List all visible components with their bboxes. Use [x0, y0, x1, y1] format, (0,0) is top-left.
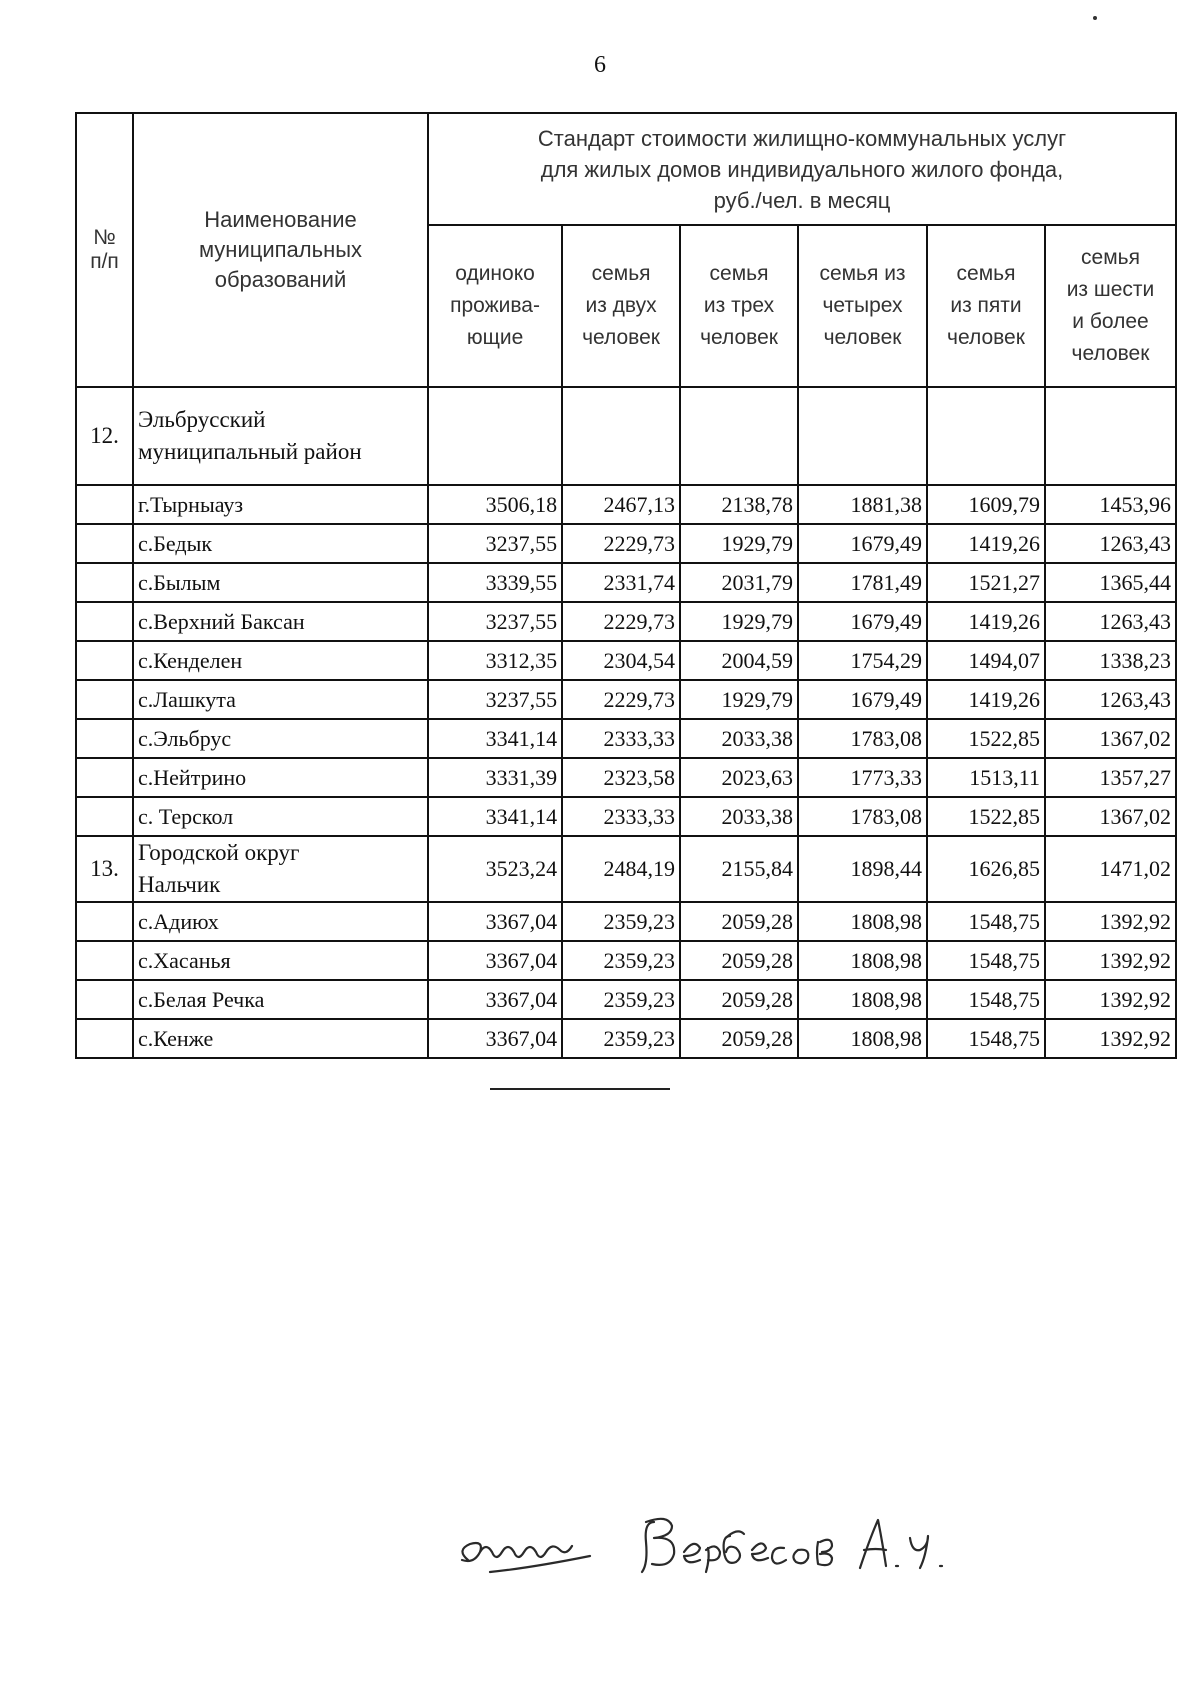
value-cell: 2229,73 — [562, 602, 680, 641]
settlement-name: с.Кенже — [133, 1019, 428, 1058]
header-column-line: семья из — [819, 262, 906, 285]
header-column-line: человек — [947, 326, 1025, 349]
value-cell: 1357,27 — [1045, 758, 1176, 797]
value-cell: 3312,35 — [428, 641, 562, 680]
header-number — [76, 113, 133, 387]
settlement-name: с.Нейтрино — [133, 758, 428, 797]
empty-number-cell — [76, 641, 133, 680]
settlement-name: с.Верхний Баксан — [133, 602, 428, 641]
group-value-cell — [428, 387, 562, 485]
value-cell: 2333,33 — [562, 797, 680, 836]
header-column — [428, 225, 562, 387]
value-cell: 1419,26 — [927, 524, 1045, 563]
header-column-line: семья — [709, 262, 769, 285]
header-column-line: человек — [823, 326, 902, 349]
scan-speck — [1093, 16, 1097, 20]
header-municipality-line: муниципальных — [198, 237, 363, 262]
value-cell: 3506,18 — [428, 485, 562, 524]
header-cost-standard — [428, 113, 1176, 225]
header-column-line: из пяти — [950, 294, 1022, 317]
empty-number-cell — [76, 941, 133, 980]
value-cell: 2359,23 — [562, 1019, 680, 1058]
value-cell: 1263,43 — [1045, 602, 1176, 641]
value-cell: 1522,85 — [927, 719, 1045, 758]
group-name-line: Эльбрусский — [138, 407, 266, 432]
value-cell: 1783,08 — [798, 797, 927, 836]
group-value-cell: 1898,44 — [798, 836, 927, 902]
value-cell: 2059,28 — [680, 941, 798, 980]
header-cost-standard-line: для жилых домов индивидуального жилого фонда, — [540, 156, 1064, 182]
group-value-cell: 1626,85 — [927, 836, 1045, 902]
value-cell: 1548,75 — [927, 941, 1045, 980]
header-column-line: из шести — [1066, 278, 1155, 301]
value-cell: 2323,58 — [562, 758, 680, 797]
value-cell: 3339,55 — [428, 563, 562, 602]
header-number-line: п/п — [90, 250, 119, 273]
value-cell: 3331,39 — [428, 758, 562, 797]
value-cell: 2304,54 — [562, 641, 680, 680]
header-column-line: из двух — [585, 294, 657, 317]
header-column — [1045, 225, 1176, 387]
header-column-line: прожива- — [450, 294, 540, 317]
table-row — [76, 680, 1176, 719]
group-value-cell — [562, 387, 680, 485]
group-name-line: муниципальный район — [138, 439, 362, 464]
value-cell: 2333,33 — [562, 719, 680, 758]
group-number: 12. — [76, 387, 133, 485]
value-cell: 1338,23 — [1045, 641, 1176, 680]
value-cell: 1929,79 — [680, 680, 798, 719]
value-cell: 3367,04 — [428, 980, 562, 1019]
header-column-line: семья — [1081, 246, 1140, 269]
header-column — [562, 225, 680, 387]
group-row — [76, 836, 1176, 902]
value-cell: 1783,08 — [798, 719, 927, 758]
value-cell: 2467,13 — [562, 485, 680, 524]
value-cell: 1521,27 — [927, 563, 1045, 602]
value-cell: 2004,59 — [680, 641, 798, 680]
table-row — [76, 719, 1176, 758]
header-column — [798, 225, 927, 387]
settlement-name: с.Белая Речка — [133, 980, 428, 1019]
table-row — [76, 758, 1176, 797]
empty-number-cell — [76, 980, 133, 1019]
value-cell: 1392,92 — [1045, 1019, 1176, 1058]
value-cell: 1494,07 — [927, 641, 1045, 680]
group-row — [76, 387, 1176, 485]
empty-number-cell — [76, 680, 133, 719]
value-cell: 3367,04 — [428, 941, 562, 980]
table-row — [76, 1019, 1176, 1058]
empty-number-cell — [76, 485, 133, 524]
empty-number-cell — [76, 524, 133, 563]
value-cell: 1548,75 — [927, 1019, 1045, 1058]
header-column-line: ющие — [466, 326, 524, 349]
value-cell: 2033,38 — [680, 797, 798, 836]
closing-rule — [490, 1088, 670, 1090]
header-column-line: семья — [956, 262, 1016, 285]
value-cell: 1367,02 — [1045, 719, 1176, 758]
header-column-line: из трех — [703, 294, 775, 317]
header-column — [927, 225, 1045, 387]
value-cell: 1679,49 — [798, 680, 927, 719]
group-value-cell: 1471,02 — [1045, 836, 1176, 902]
value-cell: 1808,98 — [798, 980, 927, 1019]
group-value-cell — [798, 387, 927, 485]
value-cell: 2023,63 — [680, 758, 798, 797]
handwritten-signature — [440, 1500, 960, 1590]
value-cell: 1773,33 — [798, 758, 927, 797]
settlement-name: с.Адиюх — [133, 902, 428, 941]
value-cell: 3367,04 — [428, 1019, 562, 1058]
value-cell: 1754,29 — [798, 641, 927, 680]
value-cell: 1513,11 — [927, 758, 1045, 797]
settlement-name: с.Кенделен — [133, 641, 428, 680]
settlement-name: с.Хасанья — [133, 941, 428, 980]
value-cell: 2059,28 — [680, 902, 798, 941]
table-row — [76, 563, 1176, 602]
group-value-cell: 2155,84 — [680, 836, 798, 902]
group-value-cell: 3523,24 — [428, 836, 562, 902]
table-row — [76, 602, 1176, 641]
header-municipality-line: Наименование — [204, 207, 357, 232]
value-cell: 1392,92 — [1045, 980, 1176, 1019]
table-row — [76, 980, 1176, 1019]
value-cell: 1522,85 — [927, 797, 1045, 836]
value-cell: 2331,74 — [562, 563, 680, 602]
empty-number-cell — [76, 902, 133, 941]
value-cell: 1419,26 — [927, 602, 1045, 641]
header-column-line: человек — [582, 326, 660, 349]
settlement-name: с.Лашкута — [133, 680, 428, 719]
header-municipality-line: образований — [214, 267, 347, 292]
value-cell: 2229,73 — [562, 680, 680, 719]
value-cell: 2359,23 — [562, 902, 680, 941]
value-cell: 1453,96 — [1045, 485, 1176, 524]
value-cell: 3341,14 — [428, 797, 562, 836]
value-cell: 3237,55 — [428, 602, 562, 641]
empty-number-cell — [76, 719, 133, 758]
group-name-line: Нальчик — [138, 872, 221, 897]
value-cell: 1263,43 — [1045, 680, 1176, 719]
value-cell: 1548,75 — [927, 902, 1045, 941]
value-cell: 3367,04 — [428, 902, 562, 941]
value-cell: 3341,14 — [428, 719, 562, 758]
settlement-name: с. Терскол — [133, 797, 428, 836]
table-row — [76, 524, 1176, 563]
header-cost-standard-line: Стандарт стоимости жилищно-коммунальных услуг — [537, 125, 1067, 151]
value-cell: 1392,92 — [1045, 902, 1176, 941]
value-cell: 1367,02 — [1045, 797, 1176, 836]
table-row — [76, 797, 1176, 836]
header-column-line: одиноко — [455, 262, 535, 285]
empty-number-cell — [76, 1019, 133, 1058]
value-cell: 2359,23 — [562, 941, 680, 980]
value-cell: 1781,49 — [798, 563, 927, 602]
value-cell: 1808,98 — [798, 902, 927, 941]
value-cell: 1609,79 — [927, 485, 1045, 524]
value-cell: 1365,44 — [1045, 563, 1176, 602]
table-row — [76, 485, 1176, 524]
header-column-line: семья — [591, 262, 651, 285]
value-cell: 1808,98 — [798, 941, 927, 980]
empty-number-cell — [76, 602, 133, 641]
group-value-cell — [1045, 387, 1176, 485]
header-column — [680, 225, 798, 387]
page-number: 6 — [594, 52, 606, 78]
group-name — [133, 836, 428, 902]
header-column-line: и более — [1072, 310, 1149, 333]
header-column-line: четырех — [822, 294, 903, 317]
header-column-line: человек — [700, 326, 778, 349]
group-value-cell — [680, 387, 798, 485]
value-cell: 2033,38 — [680, 719, 798, 758]
cost-standard-table — [75, 112, 1177, 1059]
group-name-line: Городской округ — [138, 840, 300, 865]
table-row — [76, 641, 1176, 680]
value-cell: 1679,49 — [798, 524, 927, 563]
value-cell: 2031,79 — [680, 563, 798, 602]
empty-number-cell — [76, 797, 133, 836]
value-cell: 1679,49 — [798, 602, 927, 641]
value-cell: 2059,28 — [680, 980, 798, 1019]
value-cell: 3237,55 — [428, 524, 562, 563]
value-cell: 1881,38 — [798, 485, 927, 524]
table-row — [76, 941, 1176, 980]
value-cell: 1419,26 — [927, 680, 1045, 719]
group-number: 13. — [76, 836, 133, 902]
value-cell: 2138,78 — [680, 485, 798, 524]
settlement-name: г.Тырныауз — [133, 485, 428, 524]
group-name — [133, 387, 428, 485]
settlement-name: с.Бедык — [133, 524, 428, 563]
group-value-cell: 2484,19 — [562, 836, 680, 902]
group-value-cell — [927, 387, 1045, 485]
header-column-line: человек — [1071, 342, 1150, 365]
value-cell: 3237,55 — [428, 680, 562, 719]
empty-number-cell — [76, 563, 133, 602]
value-cell: 2229,73 — [562, 524, 680, 563]
header-number-line: № — [93, 226, 116, 249]
settlement-name: с.Былым — [133, 563, 428, 602]
empty-number-cell — [76, 758, 133, 797]
header-municipality — [133, 113, 428, 387]
value-cell: 1808,98 — [798, 1019, 927, 1058]
table-row — [76, 902, 1176, 941]
value-cell: 1929,79 — [680, 602, 798, 641]
value-cell: 1548,75 — [927, 980, 1045, 1019]
value-cell: 1929,79 — [680, 524, 798, 563]
value-cell: 2059,28 — [680, 1019, 798, 1058]
header-cost-standard-line: руб./чел. в месяц — [713, 187, 891, 213]
value-cell: 2359,23 — [562, 980, 680, 1019]
value-cell: 1263,43 — [1045, 524, 1176, 563]
settlement-name: с.Эльбрус — [133, 719, 428, 758]
value-cell: 1392,92 — [1045, 941, 1176, 980]
